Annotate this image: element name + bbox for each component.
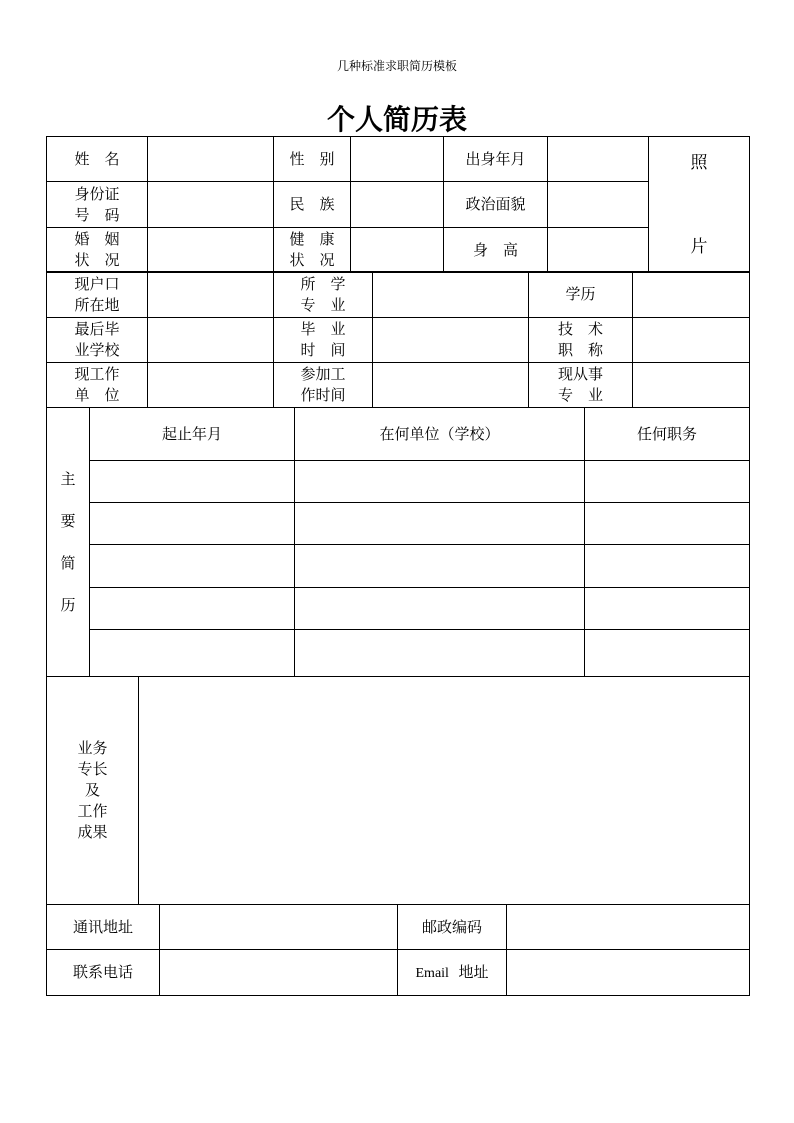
field-field[interactable] bbox=[633, 363, 750, 408]
work-start-label: 参加工 作时间 bbox=[274, 363, 373, 408]
name-label: 姓 名 bbox=[47, 137, 148, 182]
history-cell[interactable] bbox=[585, 588, 750, 630]
political-label: 政治面貌 bbox=[444, 182, 548, 228]
address-field[interactable] bbox=[160, 905, 398, 950]
history-cell[interactable] bbox=[585, 461, 750, 503]
postcode-label: 邮政编码 bbox=[398, 905, 507, 950]
photo-label-2: 片 bbox=[690, 237, 708, 257]
email-field[interactable] bbox=[507, 950, 750, 996]
health-field[interactable] bbox=[351, 228, 444, 273]
history-section-label: 主 要 简 历 bbox=[47, 408, 90, 677]
history-cell[interactable] bbox=[90, 588, 295, 630]
history-cell[interactable] bbox=[295, 630, 585, 677]
height-label: 身 高 bbox=[444, 228, 548, 273]
marital-field[interactable] bbox=[148, 228, 274, 273]
history-col-unit: 在何单位（学校） bbox=[295, 408, 585, 461]
photo-label-1: 照 bbox=[690, 153, 708, 173]
contact-table bbox=[46, 904, 750, 996]
history-table bbox=[46, 407, 750, 677]
health-label: 健 康 状 况 bbox=[274, 228, 351, 273]
marital-label: 婚 姻 状 况 bbox=[47, 228, 148, 273]
id-label: 身份证 号 码 bbox=[47, 182, 148, 228]
history-cell[interactable] bbox=[295, 503, 585, 545]
employer-label: 现工作 单 位 bbox=[47, 363, 148, 408]
tech-title-label: 技 术 职 称 bbox=[529, 318, 633, 363]
gender-label: 性 别 bbox=[274, 137, 351, 182]
history-cell[interactable] bbox=[295, 588, 585, 630]
hukou-field[interactable] bbox=[148, 272, 274, 318]
address-label: 通讯地址 bbox=[47, 905, 160, 950]
history-cell[interactable] bbox=[90, 503, 295, 545]
page-title: 个人简历表 bbox=[326, 103, 467, 136]
history-cell[interactable] bbox=[90, 630, 295, 677]
tech-title-field[interactable] bbox=[633, 318, 750, 363]
field-label: 现从事 专 业 bbox=[529, 363, 633, 408]
grad-time-field[interactable] bbox=[373, 318, 529, 363]
skills-label: 业务 专长 及 工作 成果 bbox=[47, 677, 139, 905]
email-label: Email 地址 bbox=[398, 950, 507, 996]
grad-time-label: 毕 业 时 间 bbox=[274, 318, 373, 363]
history-col-period: 起止年月 bbox=[90, 408, 295, 461]
history-col-position: 任何职务 bbox=[585, 408, 750, 461]
education-table bbox=[46, 271, 750, 408]
birth-label: 出身年月 bbox=[444, 137, 548, 182]
phone-field[interactable] bbox=[160, 950, 398, 996]
history-cell[interactable] bbox=[585, 503, 750, 545]
history-cell[interactable] bbox=[585, 545, 750, 588]
school-label: 最后毕 业学校 bbox=[47, 318, 148, 363]
history-cell[interactable] bbox=[585, 630, 750, 677]
ethnicity-label: 民 族 bbox=[274, 182, 351, 228]
photo-box[interactable] bbox=[649, 137, 750, 273]
gender-field[interactable] bbox=[351, 137, 444, 182]
postcode-field[interactable] bbox=[507, 905, 750, 950]
degree-label: 学历 bbox=[529, 272, 633, 318]
history-cell[interactable] bbox=[295, 545, 585, 588]
skills-table bbox=[46, 676, 750, 905]
school-field[interactable] bbox=[148, 318, 274, 363]
id-field[interactable] bbox=[148, 182, 274, 228]
employer-field[interactable] bbox=[148, 363, 274, 408]
skills-field[interactable] bbox=[139, 677, 750, 905]
page-header: 几种标准求职简历模板 bbox=[336, 59, 457, 73]
degree-field[interactable] bbox=[633, 272, 750, 318]
birth-field[interactable] bbox=[548, 137, 649, 182]
name-field[interactable] bbox=[148, 137, 274, 182]
major-field[interactable] bbox=[373, 272, 529, 318]
phone-label: 联系电话 bbox=[47, 950, 160, 996]
history-cell[interactable] bbox=[90, 461, 295, 503]
major-label: 所 学 专 业 bbox=[274, 272, 373, 318]
height-field[interactable] bbox=[548, 228, 649, 273]
history-cell[interactable] bbox=[295, 461, 585, 503]
political-field[interactable] bbox=[548, 182, 649, 228]
history-cell[interactable] bbox=[90, 545, 295, 588]
work-start-field[interactable] bbox=[373, 363, 529, 408]
hukou-label: 现户口 所在地 bbox=[47, 272, 148, 318]
ethnicity-field[interactable] bbox=[351, 182, 444, 228]
personal-info-table bbox=[46, 136, 750, 273]
